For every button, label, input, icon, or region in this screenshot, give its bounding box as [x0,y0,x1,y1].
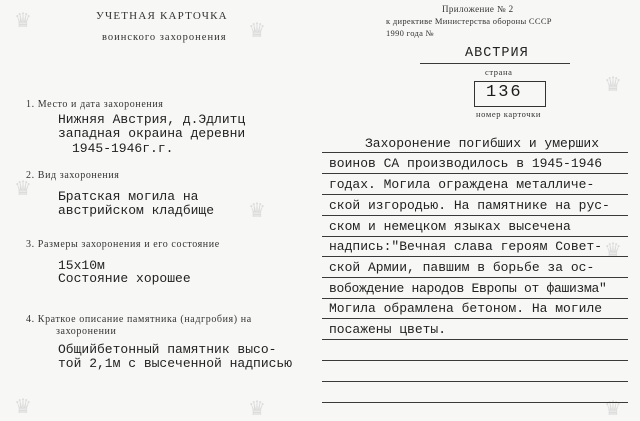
field-label: 3. Размеры захоронения и его состояние [26,239,220,250]
country-rule [420,63,570,64]
field-value: Нижняя Австрия, д.Эдлитц [58,112,246,127]
watermark-icon: ♛ [604,74,622,96]
watermark-icon: ♛ [14,178,32,200]
card-subtitle: воинского захоронения [102,32,227,43]
description-rule [322,236,628,237]
watermark-icon: ♛ [248,398,266,420]
watermark-icon: ♛ [604,240,622,262]
field-label: захоронении [56,326,117,337]
description-line: вобождение народов Европы от фашизма" [329,281,607,296]
card-title: УЧЕТНАЯ КАРТОЧКА [96,10,228,22]
field-value: Общийбетонный памятник высо- [58,342,277,357]
field-value: той 2,1м с высеченной надписью [58,356,293,371]
description-rule [322,256,628,257]
description-rule [322,277,628,278]
description-rule [322,360,628,361]
description-rule [322,173,628,174]
description-line: ской Армии, павшим в борьбе за ос- [329,260,595,275]
field-value: западная окраина деревни [58,126,246,141]
appendix-line: 1990 года № [386,28,435,38]
description-line: воинов СА производилось в 1945-1946 [329,156,603,171]
field-value: австрийском кладбище [58,203,215,218]
description-rule [322,194,628,195]
watermark-icon: ♛ [248,200,266,222]
field-value: 15х10м [58,258,105,273]
appendix-line: Приложение № 2 [442,4,514,14]
description-line: надпись:"Вечная слава героям Совет- [329,239,603,254]
description-line: годах. Могила ограждена металличе- [329,177,595,192]
watermark-icon: ♛ [14,10,32,32]
field-value: Братская могила на [58,189,199,204]
card-number-label: номер карточки [476,109,542,119]
field-value: Состояние хорошее [58,271,191,286]
description-rule [322,298,628,299]
description-rule [322,402,628,403]
description-line: Захоронение погибших и умерших [365,136,600,151]
country-value: АВСТРИЯ [465,46,529,61]
description-rule [322,215,628,216]
description-line: Могила обрамлена бетоном. На могиле [329,301,603,316]
description-rule [322,339,628,340]
appendix-line: к директиве Министерства обороны СССР [386,16,552,26]
description-line: ской изгородью. На памятнике на рус- [329,198,610,213]
watermark-icon: ♛ [604,398,622,420]
description-rule [322,381,628,382]
field-label: 2. Вид захоронения [26,170,120,181]
description-line: ском и немецком языках высечена [329,219,571,234]
watermark-icon: ♛ [248,20,266,42]
watermark-icon: ♛ [14,396,32,418]
description-rule [322,318,628,319]
description-rule [322,152,628,153]
card-number-value: 136 [486,83,523,102]
country-label: страна [485,67,513,77]
field-label: 4. Краткое описание памятника (надгробия) на [26,314,252,325]
description-line: посажены цветы. [329,322,447,337]
field-value: 1945-1946г.г. [72,141,174,156]
field-label: 1. Место и дата захоронения [26,99,164,110]
